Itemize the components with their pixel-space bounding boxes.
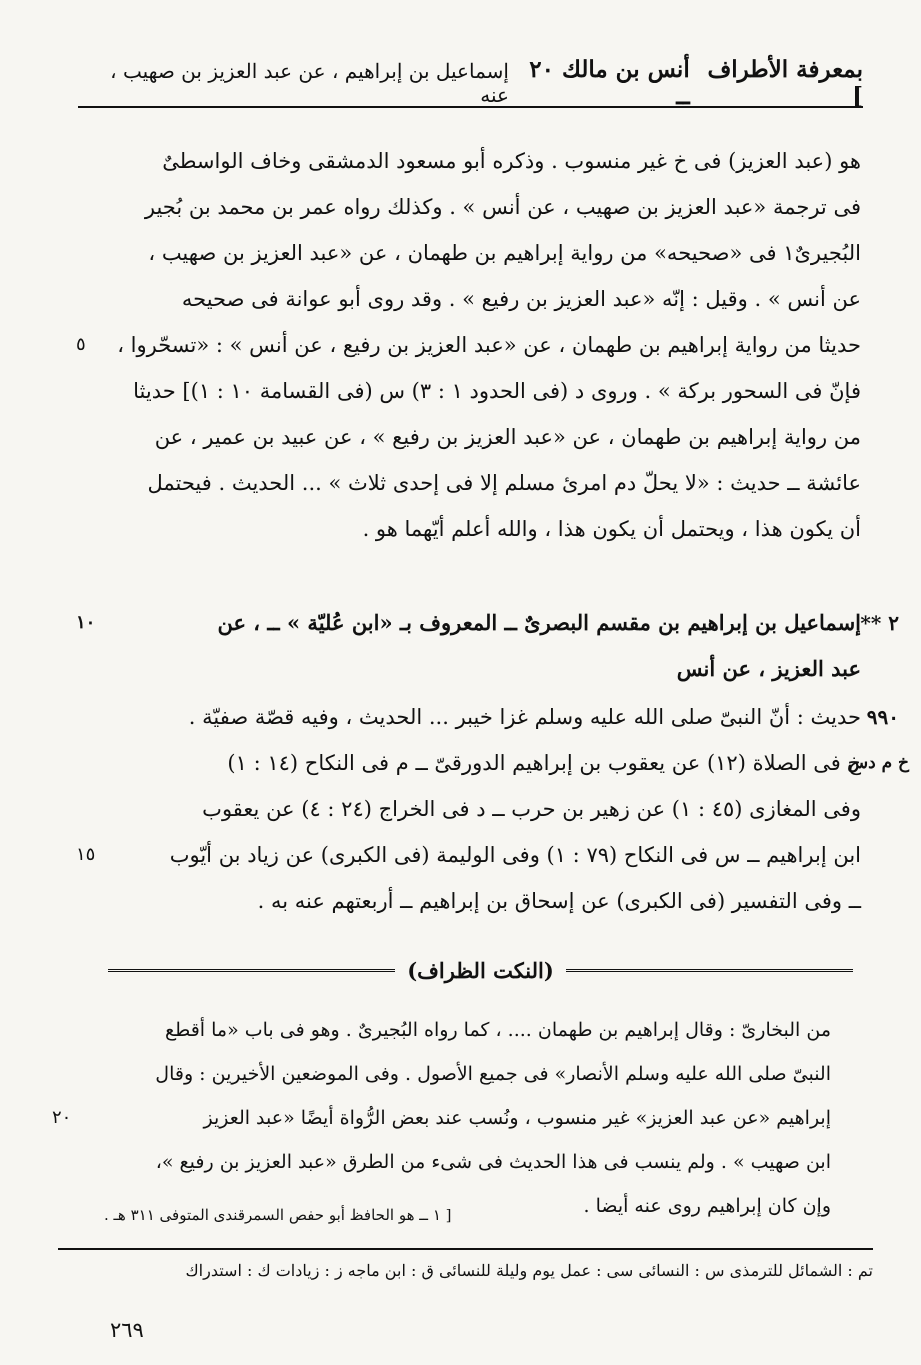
header-right: بمعرفة الأطراف ] — [707, 56, 863, 110]
text-line: فى ترجمة «عبد العزيز بن صهيب ، عن أنس » . وكذلك رواه عمر بن محمد بن بُجير — [144, 195, 861, 219]
hadith-line: ــ وفى التفسير (فى الكبرى) عن إسحاق بن إبراهيم ــ أربعتهم عنه به . — [257, 889, 861, 913]
line-number: ١٥ — [76, 844, 96, 865]
header-bold-mid: أنس بن مالك ٢٠ ــ — [529, 56, 690, 110]
note-line: ابن صهيب » . ولم ينسب فى هذا الحديث فى شىء من الطرق «عبد العزيز بن رفيع »، — [155, 1151, 831, 1173]
hadith-line: ٩٩٠ حديث : أنّ النبىّ صلى الله عليه وسلم غزا خيبر ... الحديث ، وفيه قصّة صفيّة . — [80, 694, 861, 740]
text-line: من رواية إبراهيم بن طهمان ، عن «عبد العزيز بن رفيع » ، عن عبيد بن عمير ، عن — [154, 425, 861, 449]
hadith-number: ٩٩٠ — [866, 705, 899, 729]
footnote: [ ١ ــ هو الحافظ أبو حفص السمرقندى المتوفى ٣١١ هـ . — [104, 1206, 452, 1224]
hadith-line: خ م دس خ فى الصلاة (١٢) عن يعقوب بن إبراهيم الدورقىّ ــ م فى النكاح (١٤ : ١) — [80, 740, 861, 786]
divider-rule — [566, 969, 853, 972]
header-left: إسماعيل بن إبراهيم ، عن عبد العزيز بن صهيب ، عنه — [110, 59, 509, 107]
text-line: أن يكون هذا ، ويحتمل أن يكون هذا ، والله أعلم أيّهما هو . — [362, 517, 861, 541]
note-line: إبراهيم «عن عبد العزيز» غير منسوب ، ونُسب عند بعض الرُّواة أيضًا «عبد العزيز ٢٠ — [80, 1096, 831, 1140]
notes-block — [52, 1008, 831, 1228]
text-line: هو (عبد العزيز) فى خ غير منسوب . وذكره أبو مسعود الدمشقى وخاف الواسطىٌ — [162, 149, 861, 173]
sigla-key: تم : الشمائل للترمذى س : النسائى سى : عمل يوم وليلة للنسائى ق : ابن ماجه ز : زيادات ك : استدراك — [58, 1248, 873, 1292]
entry-line: عبد العزيز ، عن أنس — [676, 656, 861, 681]
line-number: ٥ — [76, 334, 86, 355]
hadith-sigla: خ م دس — [847, 753, 909, 773]
note-line: وإن كان إبراهيم روى عنه أيضا . — [583, 1195, 831, 1217]
main-text — [76, 138, 861, 552]
section-divider — [108, 958, 853, 982]
hadith-line: وفى المغازى (٤٥ : ١) عن زهير بن حرب ــ د فى الخراج (٢٤ : ٤) عن يعقوب — [202, 797, 861, 821]
line-number: ٢٠ — [52, 1107, 72, 1128]
line-number: ١٠ — [76, 612, 96, 633]
entry-marker: ٢ ** — [860, 611, 899, 635]
divider-rule — [108, 969, 395, 972]
divider-label: (النكت الظراف) — [407, 957, 554, 983]
note-line: النبىّ صلى الله عليه وسلم الأنصار» فى جميع الأصول . وفى الموضعين الأخيرين : وقال — [155, 1063, 831, 1085]
page-number: ٢٦٩ — [110, 1318, 144, 1342]
running-header — [78, 56, 863, 110]
hadith-block — [76, 694, 909, 924]
text-line: عن أنس » . وقيل : إنّه «عبد العزيز بن رفيع » . وقد روى أبو عوانة فى صحيحه — [181, 287, 861, 311]
text-line: عائشة ــ حديث : «لا يحلّ دم امرئ مسلم إلا فى إحدى ثلاث » ... الحديث . فيحتمل — [147, 471, 861, 495]
text-line: فإنّ فى السحور بركة » . وروى د (فى الحدود ١ : ٣) س (فى القسامة ١٠ : ١)] حديثا — [133, 379, 861, 403]
text-line: البُجيرىٌ١ فى «صحيحه» من رواية إبراهيم بن طهمان ، عن «عبد العزيز بن صهيب ، — [148, 241, 861, 265]
text-line: حديثا من رواية إبراهيم بن طهمان ، عن «عبد العزيز بن رفيع ، عن أنس » : «تسحّروا ، ٥ — [80, 322, 861, 368]
hadith-line: ابن إبراهيم ــ س فى النكاح (٧٩ : ١) وفى الوليمة (فى الكبرى) عن زياد بن أيّوب ١٥ — [80, 832, 861, 878]
entry-heading — [76, 600, 899, 692]
note-line: من البخارىّ : وقال إبراهيم بن طهمان .... ، كما رواه البُجيرىٌ . وهو فى باب «ما أقطع — [165, 1019, 831, 1041]
entry-line: ٢ ** إسماعيل بن إبراهيم بن مقسم البصرىٌ ــ المعروف بـ «ابن عُليّة » ــ ، عن ١٠ — [80, 600, 861, 646]
